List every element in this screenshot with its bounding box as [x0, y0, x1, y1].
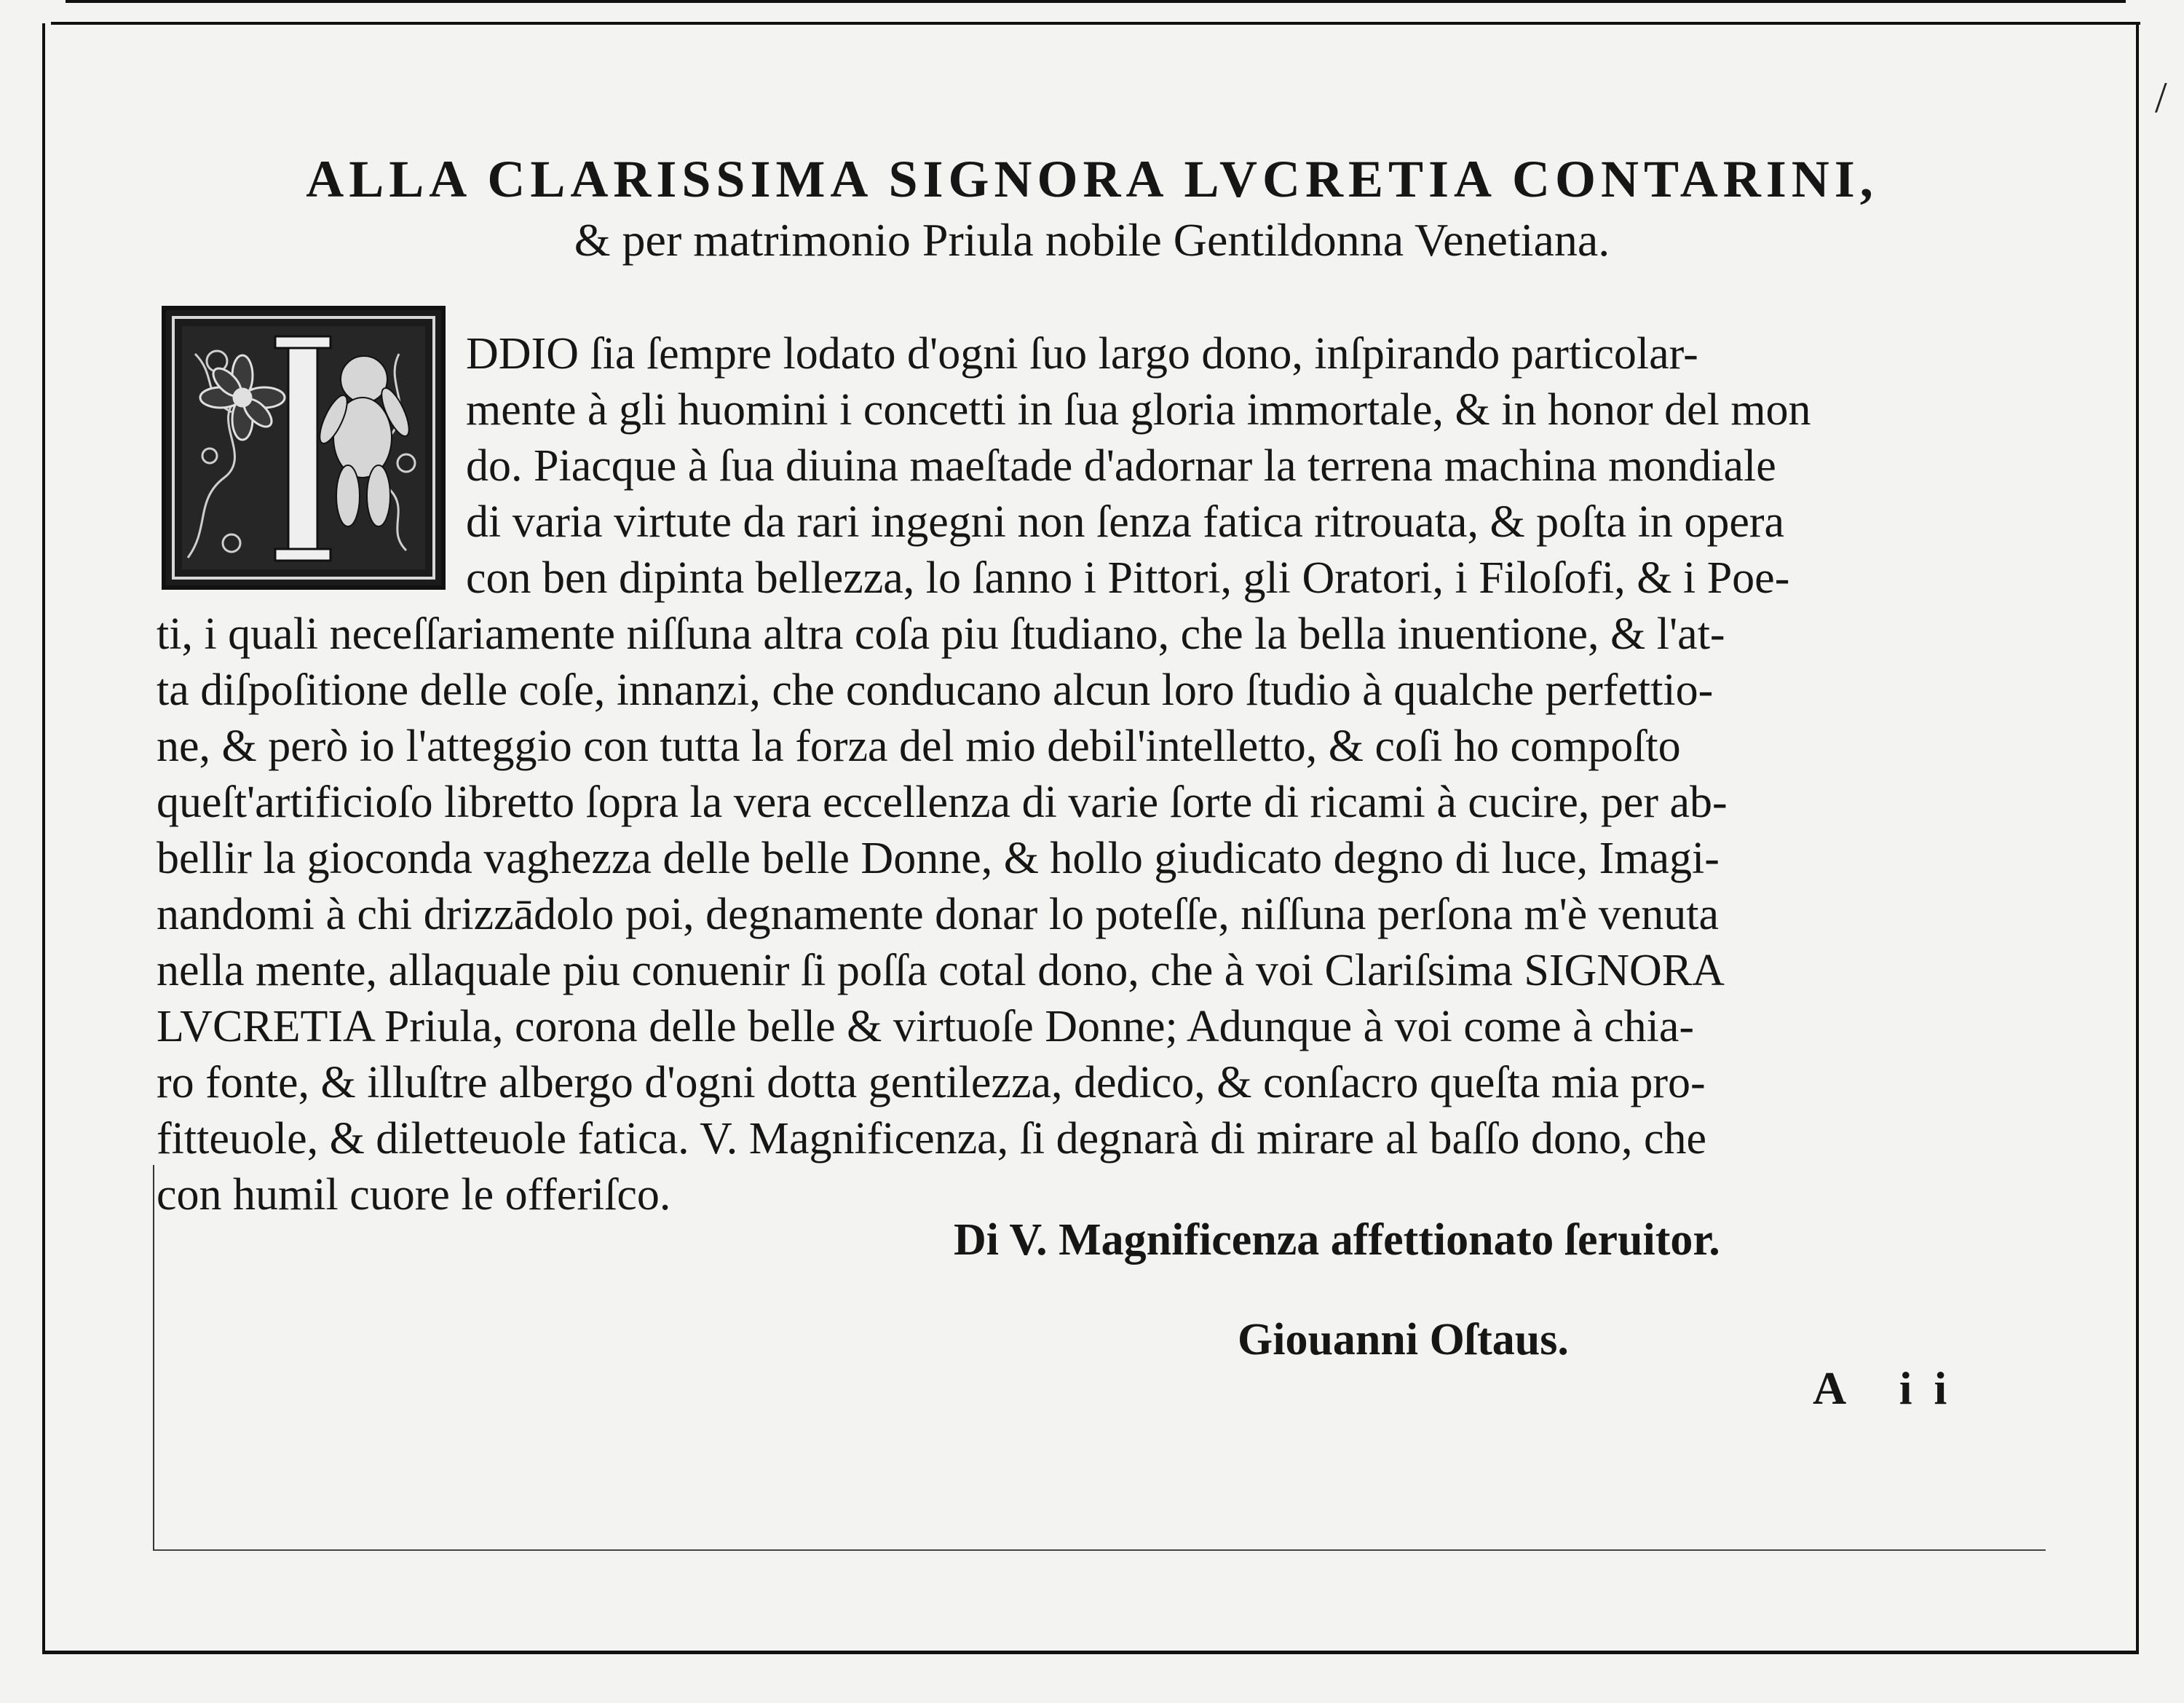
body-line: LVCRETIA Priula, corona delle belle & virtuoſe Donne; Adunque à voi come à chia- — [157, 1002, 1695, 1051]
margin-mark: / — [2155, 74, 2167, 122]
top-border-rule-upper — [66, 0, 2126, 3]
woodcut-initial-icon — [162, 306, 446, 590]
body-line: fitteuole, & diletteuole fatica. V. Magnificenza, ſi degnarà di mirare al baſſo dono, che — [157, 1114, 1707, 1163]
dedication-subtitle: & per matrimonio Priula nobile Gentildonna Venetiana. — [574, 214, 1610, 266]
body-line: bellir la gioconda vaghezza delle belle Donne, & hollo giudicato degno di luce, Imagi- — [157, 834, 1720, 883]
body-line: DDIO ſia ſempre lodato d'ogni ſuo largo dono, inſpirando particolar- — [466, 329, 1698, 379]
closing-salutation: Di V. Magnificenza affettionato ſeruitor. — [954, 1215, 1720, 1265]
gathering-signature-mark: A ii — [1813, 1362, 1969, 1414]
body-line: queſt'artificioſo libretto ſopra la vera eccellenza di varie ſorte di ricami à cucire, per ab- — [157, 778, 1728, 827]
author-signature: Giouanni Oſtaus. — [1238, 1315, 1569, 1364]
body-line: con ben dipinta bellezza, lo ſanno i Pittori, gli Oratori, i Filoſofi, & i Poe- — [466, 553, 1790, 603]
body-line: do. Piacque à ſua diuina maeſtade d'adornar la terrena machina mondiale — [466, 441, 1776, 491]
body-line: ro fonte, & illuſtre albergo d'ogni dotta gentilezza, dedico, & conſacro queſta mia pro- — [157, 1058, 1706, 1107]
body-line: ta diſpoſitione delle coſe, innanzi, che conducano alcun loro ſtudio à qualche perfettio- — [157, 665, 1714, 715]
body-line: ti, i quali neceſſariamente niſſuna altra coſa piu ſtudiano, che la bella inuentione, & l'at- — [157, 609, 1725, 659]
body-line: con humil cuore le offeriſco. — [157, 1170, 671, 1220]
dedication-title: ALLA CLARISSIMA SIGNORA LVCRETIA CONTARINI, — [306, 150, 1878, 208]
body-line: di varia virtute da rari ingegni non ſenza fatica ritrouata, & poſta in opera — [466, 497, 1785, 547]
body-line: nella mente, allaquale piu conuenir ſi poſſa cotal dono, che à voi Clariſsima SIGNORA — [157, 946, 1725, 995]
body-line: ne, & però io l'atteggio con tutta la forza del mio debil'intelletto, & coſi ho compoſto — [157, 722, 1681, 771]
body-line: nandomi à chi drizzādolo poi, degnamente donar lo poteſſe, niſſuna perſona m'è venuta — [157, 890, 1720, 939]
body-line: mente à gli huomini i concetti in ſua gloria immortale, & in honor del mon — [466, 385, 1811, 435]
